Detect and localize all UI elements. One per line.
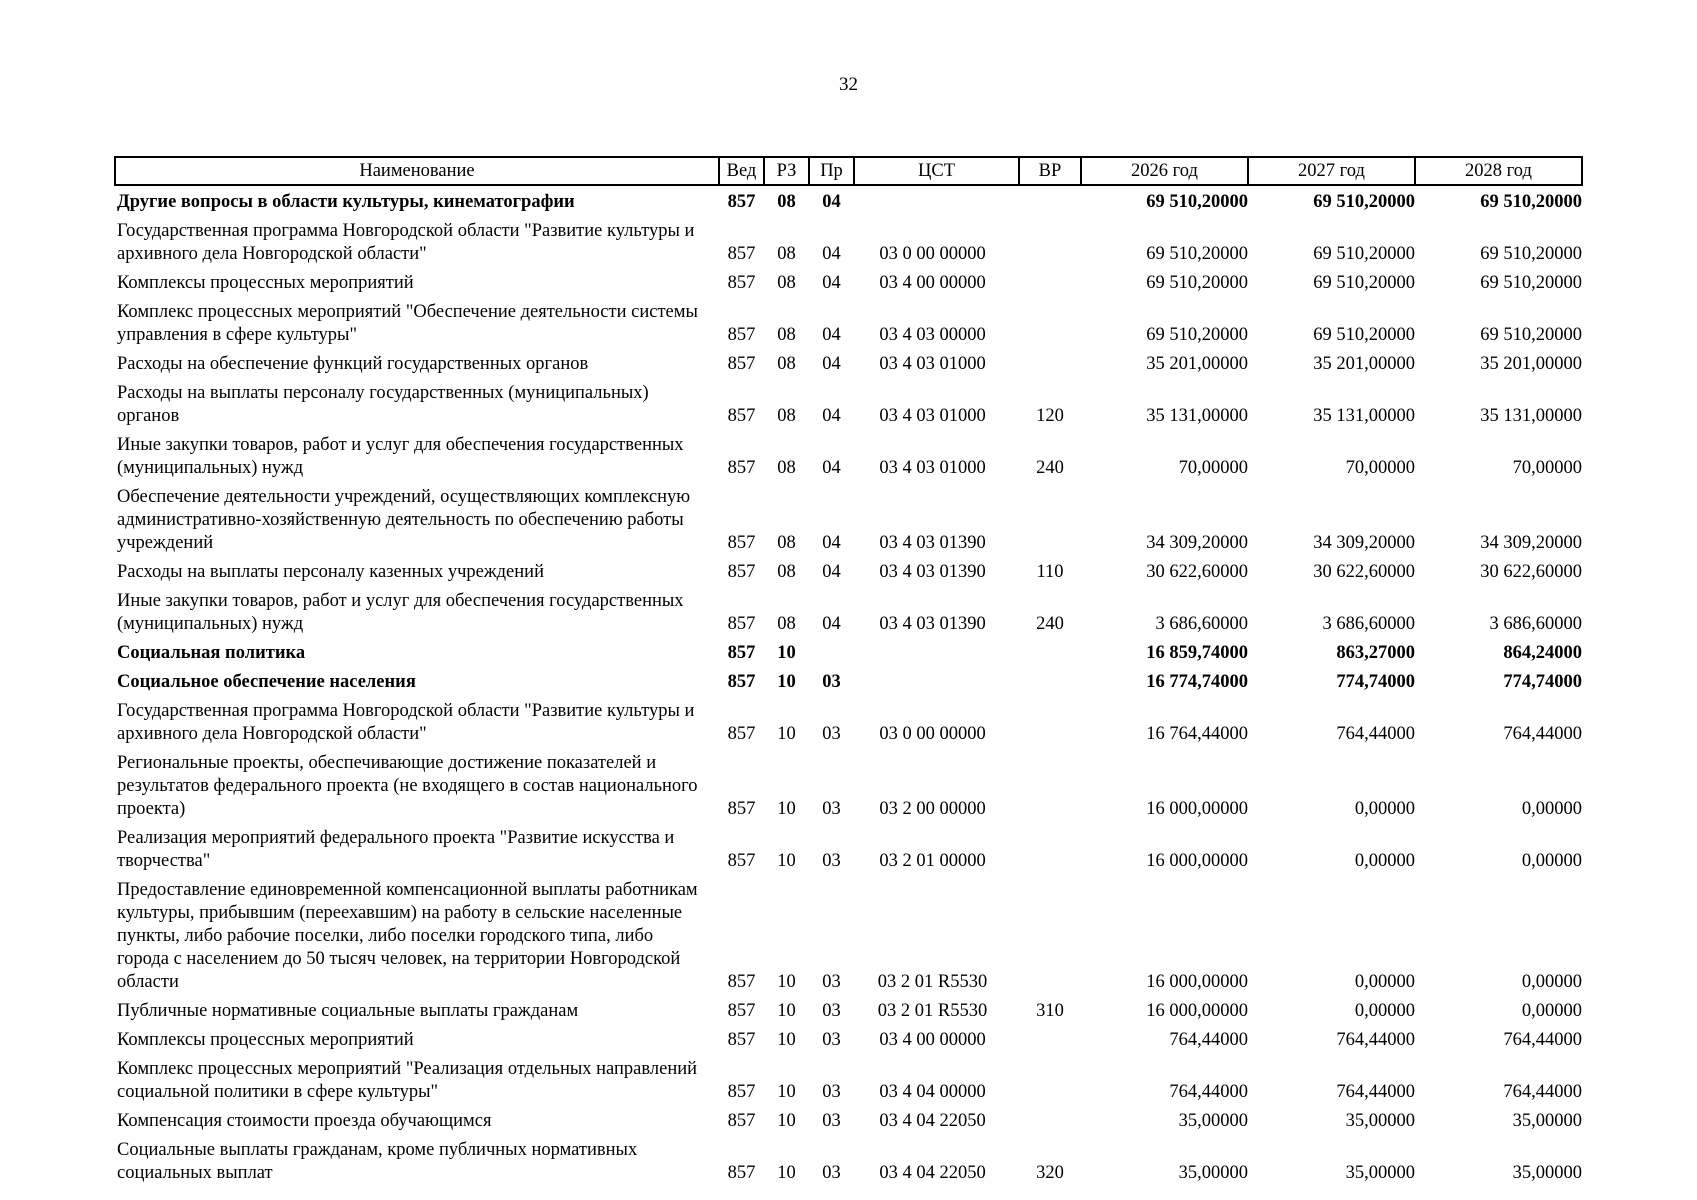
cell-vr: [1019, 486, 1081, 561]
cell-vr: 240: [1036, 614, 1064, 634]
cell-2027: 764,44000: [1336, 1082, 1415, 1102]
cell-vr: 120: [1036, 406, 1064, 426]
cell-2027: 70,00000: [1345, 458, 1415, 478]
cell-2027: 774,74000: [1336, 672, 1415, 692]
cell-pr: 04: [822, 244, 841, 264]
cell-name: Государственная программа Новгородской области "Развитие культуры и архивного дела Новгородской области": [117, 701, 695, 744]
header-2028: 2028 год: [1415, 157, 1582, 185]
cell-2026: 35,00000: [1178, 1163, 1248, 1183]
cell-2028: 864,24000: [1503, 643, 1582, 663]
cell-cst: [854, 642, 1019, 671]
table-row: [115, 301, 1582, 353]
cell-rz: 08: [777, 192, 796, 212]
cell-2027: 69 510,20000: [1313, 192, 1415, 212]
cell-name: Комплексы процессных мероприятий: [117, 1030, 414, 1050]
cell-2026: 16 774,74000: [1146, 672, 1248, 692]
cell-cst: 03 2 01 00000: [879, 851, 986, 871]
cell-2028: 69 510,20000: [1480, 244, 1582, 264]
cell-rz: 10: [777, 1082, 796, 1102]
cell-2028: 0,00000: [1521, 1001, 1582, 1021]
cell-vr: 110: [1036, 562, 1064, 582]
table-row: [115, 1139, 1582, 1191]
cell-cst: 03 2 00 00000: [879, 799, 986, 819]
table-row: [115, 700, 1582, 752]
cell-cst: 03 4 03 01000: [879, 354, 986, 374]
table-row: [115, 827, 1582, 879]
cell-rz: 08: [777, 458, 796, 478]
cell-pr: 04: [822, 533, 841, 553]
cell-name: Комплекс процессных мероприятий "Реализация отдельных направлений социальной политики в сфере культуры": [117, 1059, 698, 1102]
cell-vr: [1019, 879, 1081, 1000]
cell-2026: 30 622,60000: [1146, 562, 1248, 582]
cell-rz: 10: [777, 643, 796, 663]
cell-cst: 03 4 03 01390: [879, 614, 986, 634]
cell-rz: 10: [777, 672, 796, 692]
cell-vr: [1019, 752, 1081, 827]
cell-2028: 0,00000: [1521, 799, 1582, 819]
cell-ved: 857: [727, 1001, 756, 1021]
cell-name: Социальная политика: [117, 643, 306, 663]
cell-rz: 10: [777, 724, 796, 744]
cell-ved: 857: [727, 1111, 756, 1131]
table-body: [115, 185, 1582, 1191]
cell-name: Расходы на выплаты персоналу казенных учреждений: [117, 562, 544, 582]
cell-2027: 0,00000: [1354, 851, 1415, 871]
cell-2028: 70,00000: [1512, 458, 1582, 478]
cell-ved: 857: [727, 643, 756, 663]
cell-2026: 34 309,20000: [1146, 533, 1248, 553]
cell-rz: 08: [777, 273, 796, 293]
cell-pr: 03: [822, 1111, 841, 1131]
cell-name: Реализация мероприятий федерального проекта "Развитие искусства и творчества": [117, 828, 675, 871]
cell-2028: 69 510,20000: [1480, 273, 1582, 293]
cell-ved: 857: [727, 1163, 756, 1183]
header-2027: 2027 год: [1248, 157, 1415, 185]
cell-pr: 03: [822, 851, 841, 871]
cell-vr: [1019, 272, 1081, 301]
cell-pr: 03: [822, 724, 841, 744]
cell-ved: 857: [727, 799, 756, 819]
cell-pr: 04: [822, 406, 841, 426]
cell-vr: [1019, 827, 1081, 879]
budget-table: [114, 156, 1583, 1191]
cell-rz: 08: [777, 354, 796, 374]
header-rz: РЗ: [764, 157, 809, 185]
cell-2028: 30 622,60000: [1480, 562, 1582, 582]
cell-pr: [809, 642, 854, 671]
table-row: [115, 434, 1582, 486]
cell-2028: 35 131,00000: [1480, 406, 1582, 426]
cell-2026: 16 000,00000: [1146, 799, 1248, 819]
cell-2026: 69 510,20000: [1146, 244, 1248, 264]
cell-2027: 35,00000: [1345, 1163, 1415, 1183]
cell-cst: [854, 185, 1019, 220]
cell-2028: 3 686,60000: [1489, 614, 1582, 634]
cell-rz: 08: [777, 562, 796, 582]
cell-cst: 03 2 01 R5530: [877, 1001, 988, 1021]
cell-name: Расходы на обеспечение функций государственных органов: [117, 354, 589, 374]
cell-2026: 16 764,44000: [1146, 724, 1248, 744]
cell-2026: 69 510,20000: [1146, 192, 1248, 212]
header-pr: Пр: [809, 157, 854, 185]
cell-2027: 69 510,20000: [1313, 244, 1415, 264]
cell-ved: 857: [727, 354, 756, 374]
cell-2026: 16 859,74000: [1146, 643, 1248, 663]
cell-ved: 857: [727, 972, 756, 992]
cell-vr: [1019, 1058, 1081, 1110]
cell-2027: 35,00000: [1345, 1111, 1415, 1131]
cell-rz: 10: [777, 799, 796, 819]
table-row: [115, 185, 1582, 220]
cell-2026: 69 510,20000: [1146, 325, 1248, 345]
cell-ved: 857: [727, 562, 756, 582]
cell-vr: [1019, 301, 1081, 353]
table-row: [115, 642, 1582, 671]
cell-2026: 16 000,00000: [1146, 972, 1248, 992]
cell-name: Публичные нормативные социальные выплаты гражданам: [117, 1001, 579, 1021]
cell-name: Иные закупки товаров, работ и услуг для обеспечения государственных (муниципальных) нужд: [117, 591, 684, 634]
cell-cst: 03 4 04 22050: [879, 1163, 986, 1183]
cell-cst: 03 4 04 00000: [879, 1082, 986, 1102]
table-header: [115, 157, 1582, 185]
cell-vr: 320: [1036, 1163, 1064, 1183]
cell-2026: 3 686,60000: [1155, 614, 1248, 634]
table-row: [115, 752, 1582, 827]
cell-cst: 03 0 00 00000: [879, 244, 986, 264]
cell-2027: 69 510,20000: [1313, 325, 1415, 345]
cell-2027: 35 131,00000: [1313, 406, 1415, 426]
header-ved: Вед: [719, 157, 764, 185]
cell-2027: 764,44000: [1336, 1030, 1415, 1050]
cell-pr: 04: [822, 458, 841, 478]
cell-pr: 03: [822, 799, 841, 819]
cell-pr: 03: [822, 1001, 841, 1021]
cell-rz: 08: [777, 614, 796, 634]
cell-vr: [1019, 353, 1081, 382]
cell-2028: 764,44000: [1503, 1030, 1582, 1050]
cell-2026: 35 131,00000: [1146, 406, 1248, 426]
cell-name: Предоставление единовременной компенсационной выплаты работникам культуры, прибывшим (переехавшим) на работу в сельские населенные пункты, либо рабочие поселки, либо поселки городского типа, либо города с населением до 50 тысяч человек, на территории Новгородской области: [117, 880, 698, 992]
cell-2027: 30 622,60000: [1313, 562, 1415, 582]
cell-rz: 08: [777, 244, 796, 264]
cell-2027: 35 201,00000: [1313, 354, 1415, 374]
cell-rz: 08: [777, 406, 796, 426]
cell-rz: 10: [777, 1111, 796, 1131]
cell-2028: 764,44000: [1503, 1082, 1582, 1102]
cell-vr: 240: [1036, 458, 1064, 478]
cell-name: Комплексы процессных мероприятий: [117, 273, 414, 293]
cell-2026: 70,00000: [1178, 458, 1248, 478]
cell-2027: 0,00000: [1354, 799, 1415, 819]
cell-pr: 03: [822, 972, 841, 992]
header-cst: ЦСТ: [854, 157, 1019, 185]
cell-2028: 69 510,20000: [1480, 192, 1582, 212]
cell-ved: 857: [727, 458, 756, 478]
cell-cst: 03 0 00 00000: [879, 724, 986, 744]
cell-2026: 16 000,00000: [1146, 851, 1248, 871]
cell-2027: 863,27000: [1336, 643, 1415, 663]
cell-2026: 16 000,00000: [1146, 1001, 1248, 1021]
cell-cst: 03 4 03 01000: [879, 458, 986, 478]
cell-vr: [1019, 1110, 1081, 1139]
table-row: [115, 220, 1582, 272]
cell-ved: 857: [727, 406, 756, 426]
cell-rz: 10: [777, 1163, 796, 1183]
cell-rz: 10: [777, 972, 796, 992]
cell-name: Комплекс процессных мероприятий "Обеспечение деятельности системы управления в сфере культуры": [117, 302, 698, 345]
cell-pr: 04: [822, 325, 841, 345]
table-row: [115, 1029, 1582, 1058]
table-row: [115, 561, 1582, 590]
cell-2027: 764,44000: [1336, 724, 1415, 744]
cell-vr: [1019, 185, 1081, 220]
cell-vr: [1019, 642, 1081, 671]
cell-rz: 08: [777, 325, 796, 345]
cell-pr: 04: [822, 562, 841, 582]
cell-name: Обеспечение деятельности учреждений, осуществляющих комплексную административно-хозяйственную деятельность по обеспечению работы учреждений: [117, 487, 691, 553]
cell-2028: 0,00000: [1521, 972, 1582, 992]
cell-pr: 04: [822, 192, 841, 212]
cell-name: Расходы на выплаты персоналу государственных (муниципальных) органов: [117, 383, 649, 426]
cell-name: Региональные проекты, обеспечивающие достижение показателей и результатов федерального проекта (не входящего в состав национального проекта): [117, 753, 698, 819]
table-row: [115, 1000, 1582, 1029]
header-2026: 2026 год: [1081, 157, 1248, 185]
cell-rz: 10: [777, 1001, 796, 1021]
cell-name: Компенсация стоимости проезда обучающимся: [117, 1111, 492, 1131]
cell-vr: [1019, 700, 1081, 752]
cell-cst: 03 4 00 00000: [879, 273, 986, 293]
cell-name: Социальное обеспечение населения: [117, 672, 416, 692]
cell-ved: 857: [727, 273, 756, 293]
cell-name: Социальные выплаты гражданам, кроме публичных нормативных социальных выплат: [117, 1140, 638, 1183]
cell-2027: 0,00000: [1354, 972, 1415, 992]
table-row: [115, 671, 1582, 700]
cell-2028: 35,00000: [1512, 1111, 1582, 1131]
table-row: [115, 486, 1582, 561]
cell-ved: 857: [727, 192, 756, 212]
cell-2027: 3 686,60000: [1322, 614, 1415, 634]
cell-2026: 35 201,00000: [1146, 354, 1248, 374]
cell-cst: 03 2 01 R5530: [877, 972, 988, 992]
table-row: [115, 382, 1582, 434]
cell-2026: 764,44000: [1169, 1030, 1248, 1050]
table-row: [115, 272, 1582, 301]
cell-2026: 764,44000: [1169, 1082, 1248, 1102]
cell-2027: 69 510,20000: [1313, 273, 1415, 293]
cell-ved: 857: [727, 672, 756, 692]
cell-name: Государственная программа Новгородской области "Развитие культуры и архивного дела Новгородской области": [117, 221, 695, 264]
cell-name: Другие вопросы в области культуры, кинематографии: [117, 192, 575, 212]
cell-2028: 764,44000: [1503, 724, 1582, 744]
cell-ved: 857: [727, 1082, 756, 1102]
cell-2028: 774,74000: [1503, 672, 1582, 692]
cell-2027: 34 309,20000: [1313, 533, 1415, 553]
cell-pr: 04: [822, 354, 841, 374]
cell-rz: 08: [777, 533, 796, 553]
cell-cst: 03 4 03 01390: [879, 562, 986, 582]
cell-rz: 10: [777, 851, 796, 871]
header-name: Наименование: [115, 157, 719, 185]
cell-2028: 69 510,20000: [1480, 325, 1582, 345]
cell-ved: 857: [727, 851, 756, 871]
cell-pr: 03: [822, 1163, 841, 1183]
cell-vr: [1019, 1029, 1081, 1058]
cell-pr: 03: [822, 672, 841, 692]
cell-2026: 69 510,20000: [1146, 273, 1248, 293]
cell-cst: [854, 671, 1019, 700]
table-row: [115, 1058, 1582, 1110]
header-vr: ВР: [1019, 157, 1081, 185]
cell-pr: 04: [822, 273, 841, 293]
table-row: [115, 353, 1582, 382]
cell-rz: 10: [777, 1030, 796, 1050]
cell-pr: 03: [822, 1030, 841, 1050]
table-row: [115, 590, 1582, 642]
cell-2028: 35 201,00000: [1480, 354, 1582, 374]
cell-cst: 03 4 04 22050: [879, 1111, 986, 1131]
cell-name: Иные закупки товаров, работ и услуг для обеспечения государственных (муниципальных) нужд: [117, 435, 684, 478]
cell-2027: 0,00000: [1354, 1001, 1415, 1021]
cell-ved: 857: [727, 325, 756, 345]
cell-2028: 0,00000: [1521, 851, 1582, 871]
cell-ved: 857: [727, 1030, 756, 1050]
cell-ved: 857: [727, 614, 756, 634]
cell-vr: 310: [1036, 1001, 1064, 1021]
cell-vr: [1019, 671, 1081, 700]
cell-2028: 35,00000: [1512, 1163, 1582, 1183]
table-row: [115, 879, 1582, 1000]
page-number: 32: [839, 74, 858, 95]
cell-cst: 03 4 03 00000: [879, 325, 986, 345]
cell-ved: 857: [727, 244, 756, 264]
cell-2028: 34 309,20000: [1480, 533, 1582, 553]
cell-cst: 03 4 03 01390: [879, 533, 986, 553]
cell-pr: 04: [822, 614, 841, 634]
cell-pr: 03: [822, 1082, 841, 1102]
cell-cst: 03 4 03 01000: [879, 406, 986, 426]
cell-ved: 857: [727, 724, 756, 744]
cell-2026: 35,00000: [1178, 1111, 1248, 1131]
cell-ved: 857: [727, 533, 756, 553]
cell-cst: 03 4 00 00000: [879, 1030, 986, 1050]
cell-vr: [1019, 220, 1081, 272]
table-row: [115, 1110, 1582, 1139]
